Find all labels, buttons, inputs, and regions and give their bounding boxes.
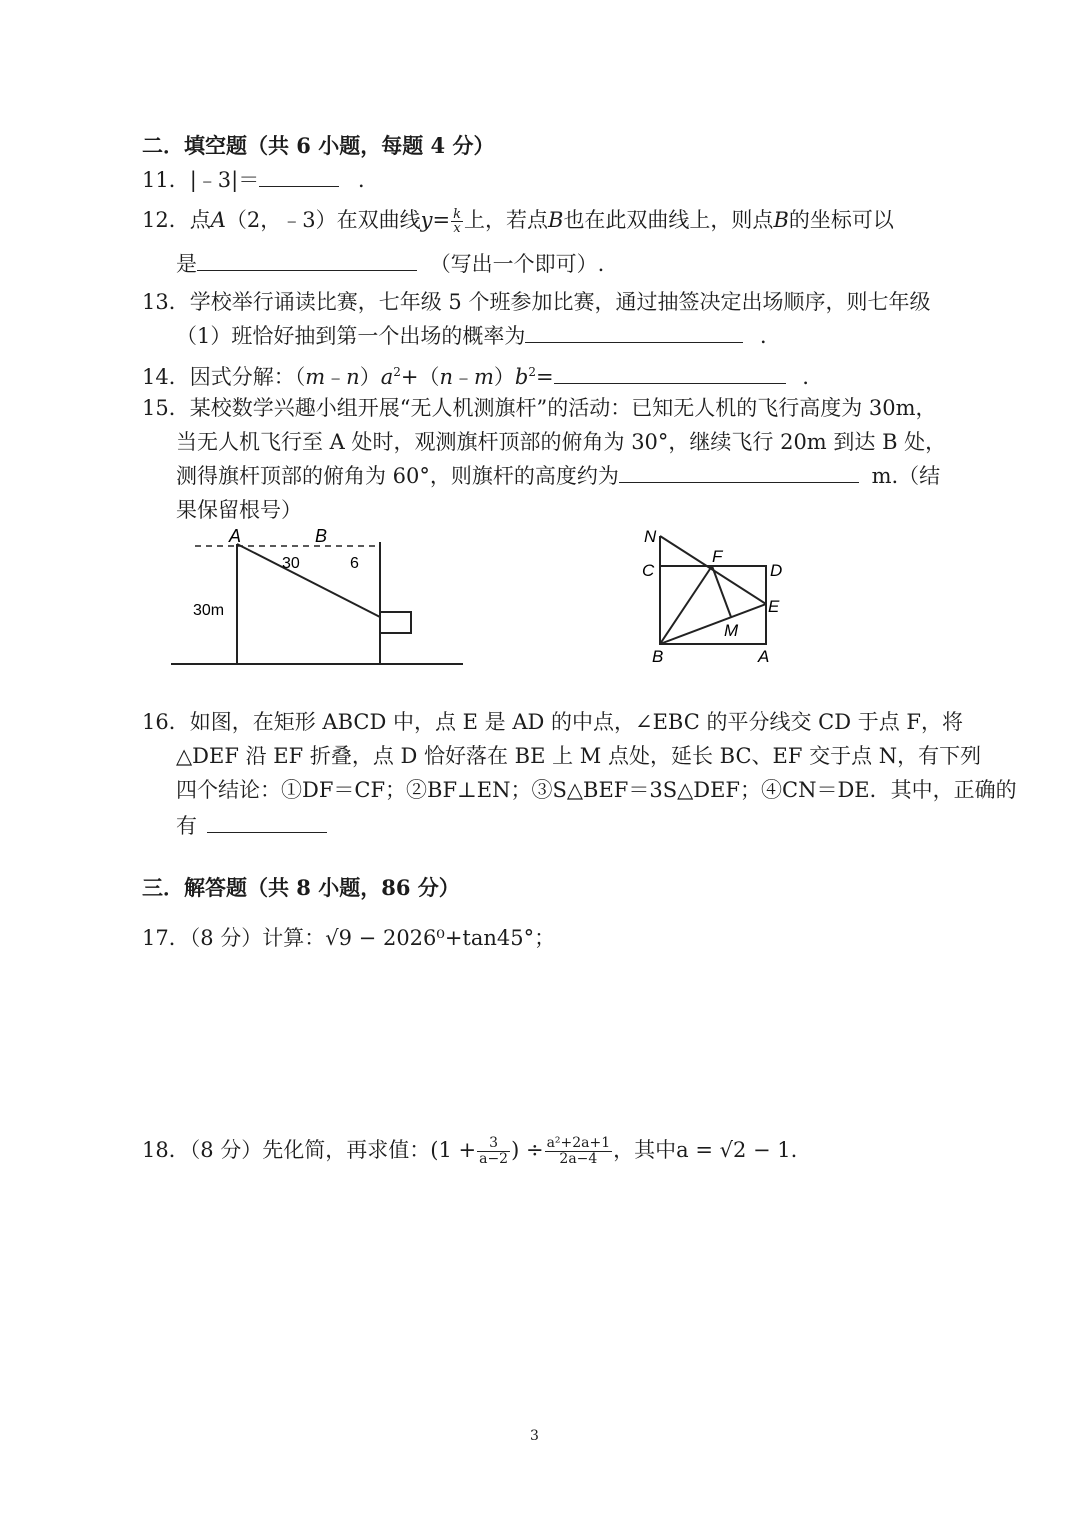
q18-f1-num: 3 [477,1136,510,1152]
q14-paren2: ） [493,365,515,389]
question-14 [142,358,823,391]
q15-answer-blank[interactable] [619,464,859,483]
q12-frac-den: x [453,221,461,236]
question-17 [142,924,555,952]
q11-text: |﹣3|＝ [189,168,260,192]
q14-eq: = [536,365,554,389]
q18-fraction-2 [545,1136,613,1167]
question-15-line-2 [176,428,946,456]
q18-f1-den: a−2 [479,1151,509,1167]
q16-line4: 有 [176,814,197,838]
fig15-label-6: 6 [350,555,359,572]
q12-part2: 上，若点 [464,208,548,232]
question-11 [142,166,379,194]
q13-line2: （1）班恰好抽到第一个出场的概率为 [176,324,526,348]
q14-paren: ） [359,365,381,389]
q14-sq-b: 2 [528,365,537,379]
fig15-flag [380,612,411,633]
q14-answer-blank[interactable] [554,365,786,384]
question-13-line-1 [142,288,930,316]
fig16-line-bf [660,566,712,644]
q16-line1: 如图，在矩形 ABCD 中，点 E 是 AD 的中点，∠EBC 的平分线交 CD 于点 F，将 [189,710,963,734]
fig16-label-a: A [758,647,770,666]
fig15-label-b: B [315,526,328,546]
q12-fraction [451,208,463,235]
question-18 [142,1130,797,1170]
q14-end: ． [802,365,824,389]
q17-number: 17． [142,926,190,950]
q14-minus2: ﹣ [453,365,474,389]
fig16-label-f: F [712,547,723,566]
q16-answer-blank[interactable] [207,814,327,833]
q12-y: y= [420,208,451,232]
q14-sq-a: 2 [393,365,401,379]
q14-a: a [380,365,394,389]
q18-text-b: ，其中a = √2 − 1. [613,1138,798,1162]
q12-line2a: 是 [176,252,197,276]
q11-answer-blank[interactable] [259,168,339,187]
q13-number: 13． [142,290,190,314]
q12-point-b: B [548,208,564,232]
question-15-line-4 [176,496,302,524]
question-15-line-3 [176,462,940,490]
q11-end: ． [357,168,379,192]
q18-f2-num: a²+2a+1 [546,1135,611,1151]
fig15-label-30: 30 [282,555,300,572]
page-number: 3 [530,1428,539,1444]
q12-part1: 点 [189,208,211,232]
q12-coords: （2，﹣3）在双曲线 [225,208,421,232]
fig16-line-be [660,604,766,644]
fig16-label-n: N [644,527,657,546]
q18-fraction-1 [477,1136,510,1167]
fig16-label-e: E [768,597,780,616]
fig16-label-c: C [642,561,655,580]
section-2-heading: 二．填空题（共 6 小题，每题 4 分） [142,133,495,158]
question-16-line-3 [176,776,1017,804]
q14-text-a: 因式分解：（ [189,365,306,389]
fig16-rectangle [660,566,766,644]
q15-line2: 当无人机飞行至 A 处时，观测旗杆顶部的俯角为 30°，继续飞行 20m 到达 B 处， [176,430,947,454]
q13-line1: 学校举行诵读比赛，七年级 5 个班参加比赛，通过抽签决定出场顺序，则七年级 [189,290,931,314]
q12-answer-blank[interactable] [197,252,417,271]
section-3-heading: 三．解答题（共 8 小题，86 分） [142,875,460,900]
fig16-label-d: D [770,561,783,580]
question-16-line-2 [176,742,981,770]
q13-end: ． [760,324,782,348]
q12-part3: 也在此双曲线上，则点 [563,208,774,232]
question-16-line-4 [176,812,327,840]
question-16-line-1 [142,708,963,736]
q14-m: m [305,365,326,389]
q16-number: 16． [142,710,190,734]
q15-line1: 某校数学兴趣小组开展“无人机测旗杆”的活动：已知无人机的飞行高度为 30m， [189,396,937,420]
q14-plus: +（ [400,365,440,389]
figure-16 [636,522,796,670]
q12-part4: 的坐标可以 [788,208,894,232]
q15-number: 15． [142,396,190,420]
q16-line2: △DEF 沿 EF 折叠，点 D 恰好落在 BE 上 M 点处，延长 BC、EF 交于点 N，有下列 [176,744,982,768]
question-12-line-1 [142,206,894,235]
q16-line3: 四个结论：①DF＝CF；②BF⊥EN；③S△BEF＝3S△DEF；④CN＝DE．其中，正确的 [176,778,1017,802]
q12-frac-num: k [453,207,461,222]
q18-f2-den: 2a−4 [559,1151,598,1167]
fig15-label-a: A [229,526,242,546]
fig16-label-b: B [652,647,664,666]
q11-number: 11． [142,168,190,192]
q12-point-a: A [210,208,226,232]
fig16-line-fm [712,566,731,617]
fig16-label-m: M [724,621,739,640]
question-15-line-1 [142,394,937,422]
question-13-line-2 [176,322,781,350]
q18-expr-open: (1 + [430,1138,477,1162]
question-12-line-2 [176,250,604,278]
q14-n: n [346,365,360,389]
q14-m2: m [474,365,494,389]
q17-text: （8 分）计算：√9 − 2026⁰+tan45°； [189,926,556,950]
q18-text-a: （8 分）先化简，再求值： [189,1138,431,1162]
q14-number: 14． [142,365,190,389]
q15-line4: 果保留根号） [176,498,302,522]
q12-line2b: （写出一个即可）. [429,252,605,276]
q14-minus: ﹣ [325,365,347,389]
q14-n2: n [439,365,453,389]
q12-number: 12． [142,208,190,232]
fig15-label-30m: 30m [193,602,225,619]
q18-number: 18． [142,1138,190,1162]
q15-line3a: 测得旗杆顶部的俯角为 60°，则旗杆的高度约为 [176,464,619,488]
q15-line3b: m.（结 [871,464,941,488]
figure-15 [165,522,475,672]
q14-b: b [514,365,529,389]
q12-point-b2: B [773,208,789,232]
q13-answer-blank[interactable] [525,324,743,343]
q18-expr-div: ) ÷ [511,1138,544,1162]
